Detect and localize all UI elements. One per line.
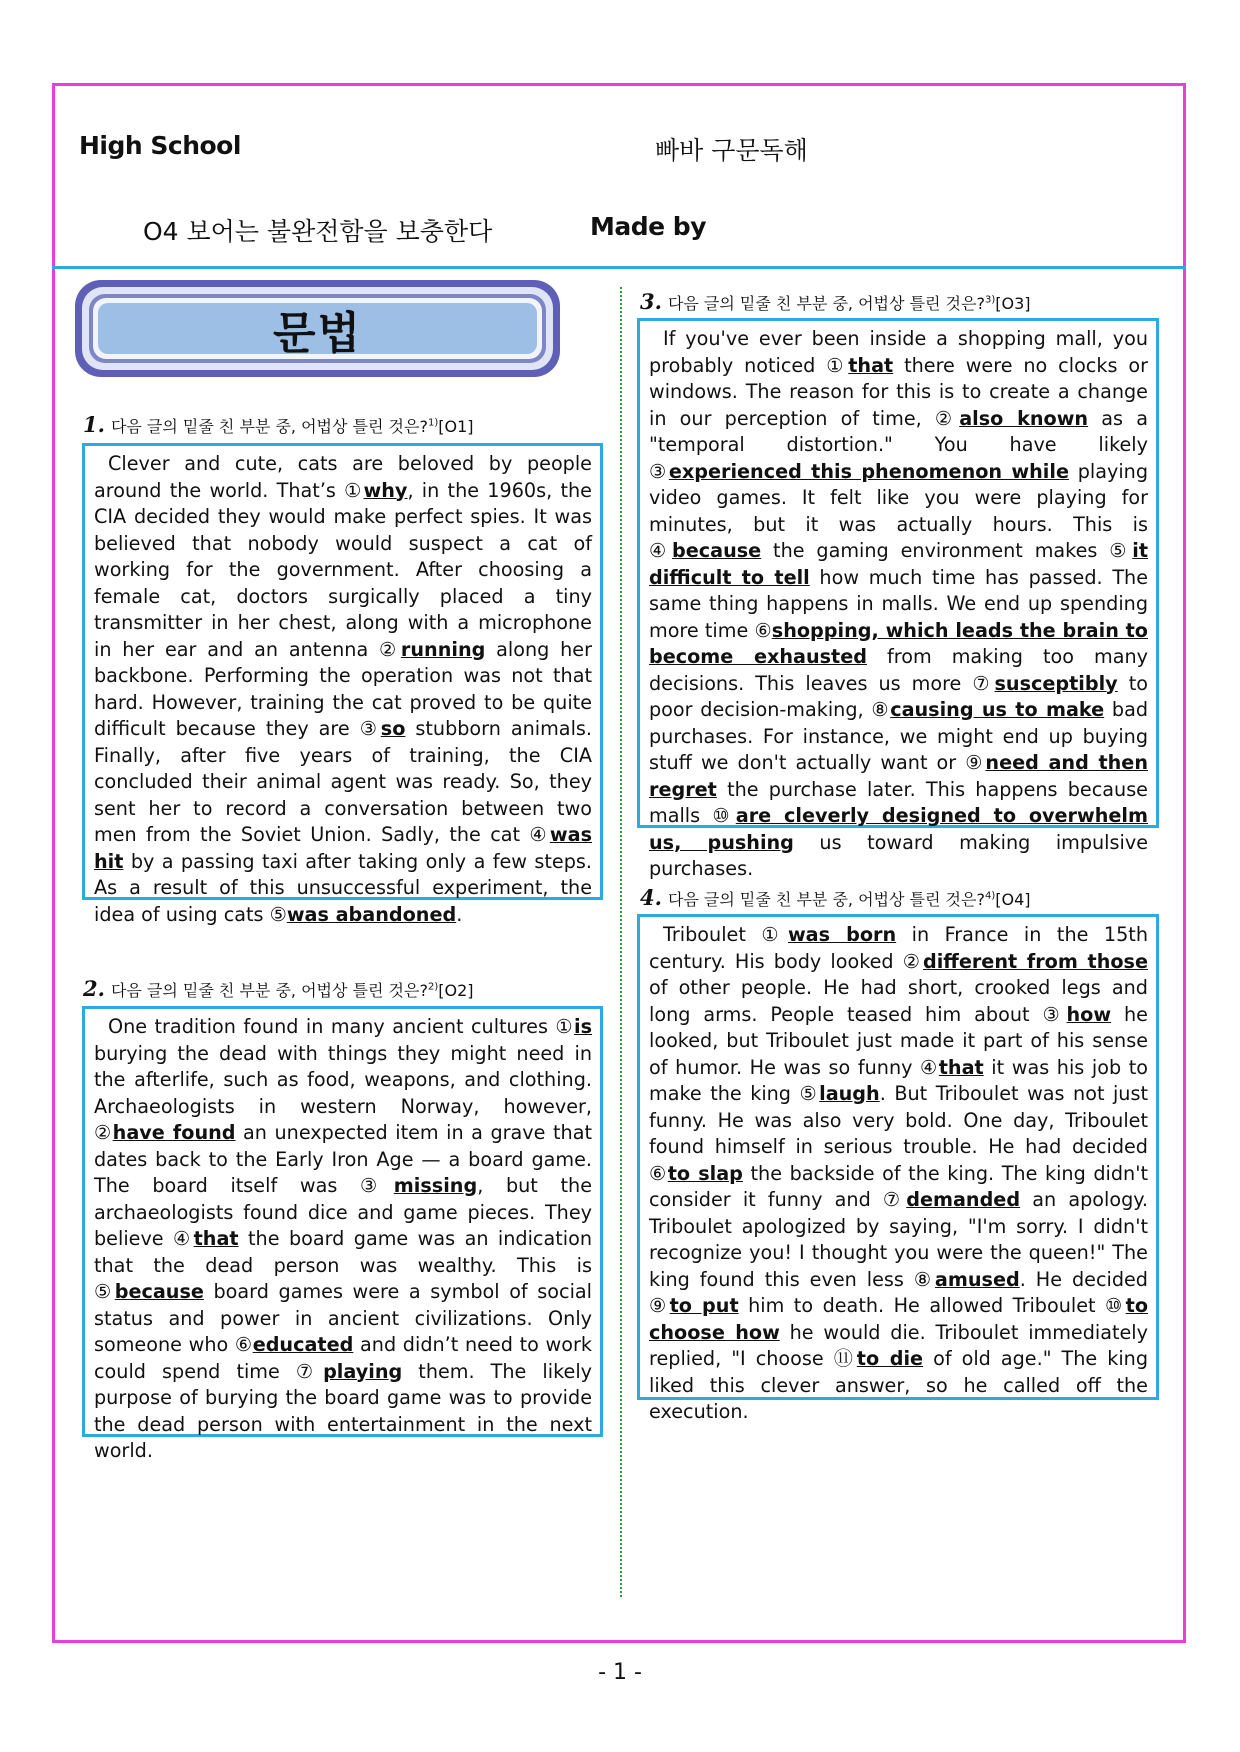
passage-segment: . He decided ⑨ <box>649 1267 1148 1317</box>
question-number: 3. <box>640 289 662 314</box>
underlined-choice: it difficult to tell <box>649 539 1148 589</box>
underlined-choice: that <box>193 1227 239 1250</box>
section-banner <box>75 280 560 377</box>
passage-segment: the backside of the king. The king didn't consider it funny and ⑦ <box>649 1161 1149 1211</box>
passage-segment: burying the dead with things they might need in the afterlife, such as food, weapons, and clothing. Archaeologists in western Norway, however, ② <box>94 1041 592 1144</box>
passage-segment: he would die. Triboulet immediately replied, "I choose ⑪ <box>649 1320 1148 1370</box>
passage-segment: playing video games. It felt like you were playing for minutes, but it was actually hours. This is ④ <box>649 459 1149 562</box>
underlined-choice: demanded <box>906 1188 1021 1211</box>
passage-segment: , but the archaeologists found dice and game pieces. They believe ④ <box>94 1174 592 1250</box>
underlined-choice: also known <box>959 406 1089 430</box>
passage-segment: him to death. He allowed Triboulet ⑩ <box>738 1294 1126 1317</box>
passage-segment: . But Triboulet was not just funny. He was also very bold. One day, Triboulet found himself in serious trouble. He had decided ⑥ <box>649 1082 1148 1185</box>
question-code: [O4] <box>995 890 1031 909</box>
footnote-ref: 2) <box>427 981 439 993</box>
underlined-choice: laugh <box>819 1082 880 1105</box>
header-lesson: O4 보어는 불완전함을 보충한다 <box>143 217 493 246</box>
passage-segment: an unexpected item in a grave that dates back to the Early Iron Age — a board game. The board itself was ③ <box>94 1121 592 1197</box>
question-2-passage <box>82 1006 603 1462</box>
passage-segment: an apology. Triboulet apologized by saying, "I'm sorry. I didn't recognize you! I thought you were the queen!" The king found this even less ⑧ <box>649 1188 1148 1291</box>
question-prompt: 다음 글의 밑줄 친 부분 중, 어법상 틀린 것은? <box>667 890 985 909</box>
page-number: - 1 - <box>598 1660 642 1685</box>
passage-segment: the gaming environment makes ⑤ <box>761 539 1133 562</box>
passage-segment: them. The likely purpose of burying the board game was to provide the dead person with entertainment in the next world. <box>94 1359 593 1462</box>
passage-segment: in France in the 15th century. His body looked ② <box>649 923 1148 973</box>
underlined-choice: that <box>938 1055 984 1079</box>
passage-segment: Triboulet ① <box>663 923 788 946</box>
passage-segment: One tradition found in many ancient cultures ① <box>108 1015 574 1038</box>
question-prompt: 다음 글의 밑줄 친 부분 중, 어법상 틀린 것은? <box>110 981 428 1000</box>
passage-segment: from making too many decisions. This leaves us more ⑦ <box>649 645 1148 695</box>
passage-segment: there were no clocks or windows. The reason for this is to create a change in our perception of time, ② <box>649 353 1148 430</box>
question-1-heading <box>83 412 474 437</box>
question-number: 4. <box>640 885 662 910</box>
underlined-choice: need and then regret <box>649 751 1148 801</box>
question-code: [O1] <box>438 417 474 436</box>
underlined-choice: that <box>848 353 894 377</box>
question-number: 2. <box>83 976 105 1001</box>
question-3-heading <box>640 289 1031 314</box>
passage-segment: the board game was an indication that the dead person was wealthy. This is ⑤ <box>94 1227 592 1303</box>
passage-segment: the purchase later. This happens because malls ⑩ <box>649 777 1148 827</box>
passage-segment: stubborn animals. Finally, after five years of training, the CIA concluded their animal agent was ready. So, they sent her to record a conversation between two men from the Soviet Union. Sadly, the cat ④ <box>94 717 592 846</box>
passage-segment: , in the 1960s, the CIA decided they would make perfect spies. It was believed that nobody would suspect a cat of working for the government. After choosing a female cat, doctors surgically placed a tiny transmitter in her chest, along with a microphone in her ear and an antenna ② <box>94 478 592 661</box>
question-2-heading <box>83 976 474 1001</box>
question-prompt: 다음 글의 밑줄 친 부분 중, 어법상 틀린 것은? <box>667 294 985 313</box>
underlined-choice: experienced this phenomenon while <box>668 459 1069 483</box>
underlined-choice: to slap <box>667 1161 743 1185</box>
passage-segment: how much time has passed. The same thing happens in malls. We end up spending more time ⑥ <box>649 565 1149 642</box>
passage-text <box>94 1014 592 1465</box>
question-1-passage <box>82 443 603 926</box>
question-prompt: 다음 글의 밑줄 친 부분 중, 어법상 틀린 것은? <box>110 417 428 436</box>
underlined-choice: educated <box>252 1333 354 1356</box>
underlined-choice: to put <box>669 1294 739 1317</box>
header-school: High School <box>79 131 241 160</box>
question-code: [O2] <box>438 981 474 1000</box>
underlined-choice: to die <box>856 1347 924 1370</box>
passage-segment: us toward making impulsive purchases. <box>649 830 1148 880</box>
passage-segment: and didn’t need to work could spend time ⑦ <box>94 1333 592 1383</box>
passage-text <box>649 326 1148 883</box>
question-4-passage <box>637 914 1159 1423</box>
underlined-choice: missing <box>393 1174 478 1197</box>
underlined-choice: how <box>1066 1002 1112 1026</box>
passage-segment: If you've ever been inside a shopping mall, you probably noticed ① <box>649 327 1148 377</box>
passage-segment: board games were a symbol of social status and power in ancient civilizations. Only someone who ⑥ <box>94 1280 592 1356</box>
underlined-choice: have found <box>112 1121 236 1144</box>
underlined-choice: causing us to make <box>890 698 1105 721</box>
footnote-ref: 3) <box>984 294 996 306</box>
column-divider <box>620 287 622 1597</box>
underlined-choice: shopping, which leads the brain to become exhausted <box>649 618 1148 668</box>
passage-segment: Clever and cute, cats are beloved by people around the world. That’s ① <box>94 452 592 502</box>
underlined-choice: was hit <box>94 823 592 873</box>
passage-segment: along her backbone. Performing the operation was not that hard. However, training the cat proved to be quite difficult because they are ③ <box>94 637 592 740</box>
passage-segment: bad purchases. For instance, we might end up buying stuff we don't actually want or ⑨ <box>649 698 1149 774</box>
question-4-heading <box>640 885 1031 910</box>
passage-segment: to poor decision-making, ⑧ <box>649 671 1148 721</box>
passage-segment: it was his job to make the king ⑤ <box>649 1055 1148 1105</box>
underlined-choice: playing <box>323 1359 403 1383</box>
underlined-choice: why <box>363 478 408 502</box>
passage-segment: he looked, but Triboulet just made it part of his sense of humor. He was so funny ④ <box>649 1002 1148 1079</box>
underlined-choice: susceptibly <box>994 671 1118 695</box>
underlined-choice: was abandoned <box>286 902 457 926</box>
question-code: [O3] <box>995 294 1031 313</box>
underlined-choice: was born <box>787 923 897 946</box>
underlined-choice: running <box>400 637 486 661</box>
header-series: 빠바 구문독해 <box>655 136 808 165</box>
underlined-choice: are cleverly designed to overwhelm us, pushing <box>649 804 1148 854</box>
passage-segment: of other people. He had short, crooked legs and long arms. People teased him about ③ <box>649 976 1148 1026</box>
underlined-choice: to choose how <box>649 1294 1149 1344</box>
underlined-choice: different from those <box>922 949 1148 973</box>
header-made-by: Made by <box>590 212 706 241</box>
header-rule <box>52 266 1186 269</box>
underlined-choice: because <box>114 1280 204 1303</box>
section-title: 문법 <box>272 307 362 359</box>
passage-text <box>649 922 1148 1426</box>
passage-text <box>94 451 592 928</box>
underlined-choice: because <box>672 539 762 562</box>
underlined-choice: amused <box>934 1267 1020 1291</box>
passage-segment: . <box>456 902 463 926</box>
underlined-choice: is <box>574 1015 592 1038</box>
question-number: 1. <box>83 412 105 437</box>
footnote-ref: 1) <box>427 417 439 429</box>
passage-segment: as a "temporal distortion." You have likely ③ <box>649 406 1148 483</box>
passage-segment: of old age." The king liked this clever answer, so he called off the execution. <box>649 1347 1149 1423</box>
underlined-choice: so <box>380 717 406 740</box>
footnote-ref: 4) <box>984 890 996 902</box>
question-3-passage <box>637 318 1159 880</box>
passage-segment: by a passing taxi after taking only a few steps. As a result of this unsuccessful experiment, the idea of using cats ⑤ <box>94 849 592 926</box>
